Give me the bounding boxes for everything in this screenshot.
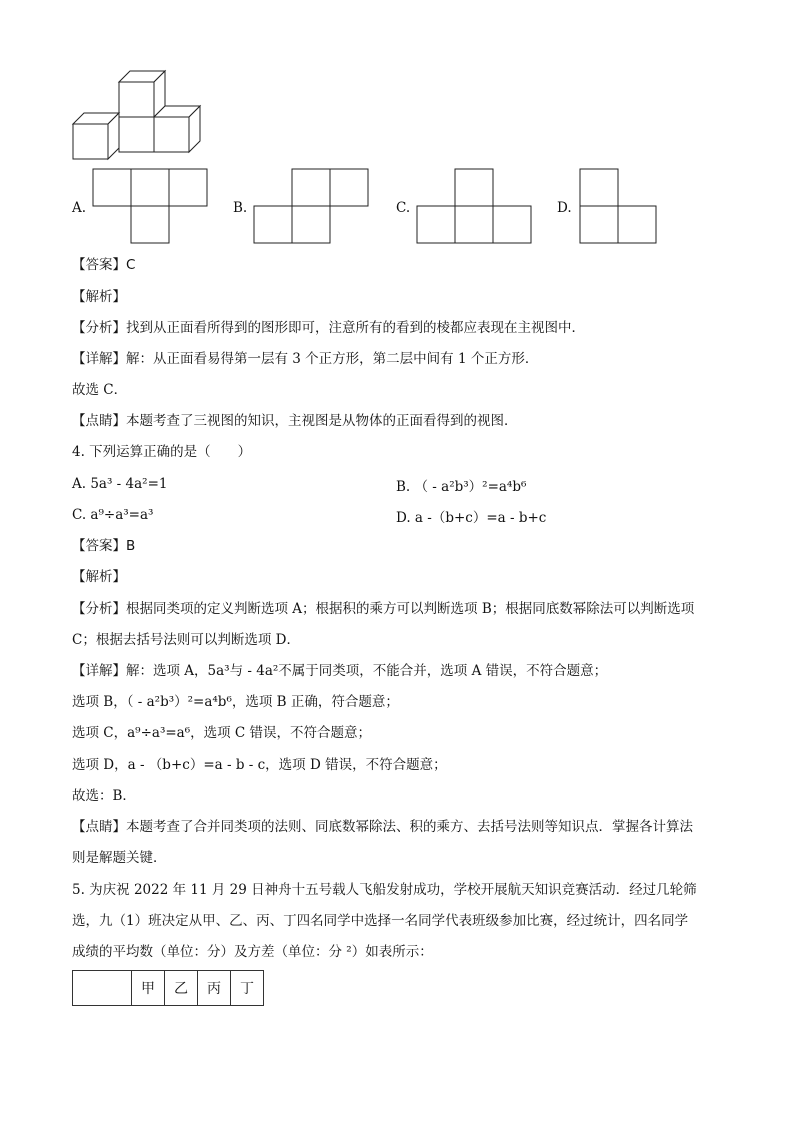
table-header-cell: 乙 (165, 971, 198, 1006)
table-header-cell: 丙 (198, 971, 231, 1006)
q3-jiexi: 【解析】 (72, 289, 126, 305)
option-b-label: B. (233, 200, 248, 216)
q4-option-a: A. 5a³ - 4a²=1 (72, 476, 168, 492)
cube-solid-figure (70, 64, 210, 164)
q5-stem-line2: 选，九（1）班决定从甲、乙、丙、丁四名同学中选择一名同学代表班级参加比赛，经过统计，四名同学 (72, 913, 689, 929)
q5-score-table (72, 970, 264, 1006)
option-a-figure (92, 168, 212, 248)
q4-detail-d: 选项 D，a - （b+c）=a - b - c，选项 D 错误，不符合题意； (72, 757, 447, 773)
q4-analysis-cont: C；根据去括号法则可以判断选项 D． (72, 632, 300, 648)
option-c-label: C. (396, 200, 411, 216)
q4-option-b: B. （ - a²b³）²=a⁴b⁶ (396, 479, 527, 495)
option-a-label: A. (72, 200, 87, 216)
q5-stem-line3: 成绩的平均数（单位：分）及方差（单位：分 ²）如表所示： (72, 944, 433, 960)
q4-comment-cont: 则是解题关键． (72, 850, 167, 866)
q4-detail-b: 选项 B，（ - a²b³）²=a⁴b⁶，选项 B 正确，符合题意； (72, 694, 399, 710)
q4-option-c: C. a⁹÷a³=a³ (72, 507, 154, 523)
q4-stem: 4. 下列运算正确的是（ ） (72, 444, 252, 460)
q3-analysis: 【分析】找到从正面看所得到的图形即可，注意所有的看到的棱都应表现在主视图中． (72, 320, 585, 336)
q5-stem-line1: 5. 为庆祝 2022 年 11 月 29 日神舟十五号载人飞船发射成功，学校开展航天知识竞赛活动．经过几轮筛 (72, 882, 697, 898)
q4-detail-c: 选项 C，a⁹÷a³=a⁶，选项 C 错误，不符合题意； (72, 725, 372, 741)
q3-comment: 【点睛】本题考查了三视图的知识，主视图是从物体的正面看得到的视图． (72, 413, 518, 429)
option-d-figure (579, 168, 669, 248)
q4-option-d: D. a -（b+c）=a - b+c (396, 510, 547, 526)
table-header-cell (73, 971, 132, 1006)
option-d-label: D. (557, 200, 572, 216)
table-header-cell: 丁 (231, 971, 264, 1006)
table-header-cell: 甲 (132, 971, 165, 1006)
q4-jiexi: 【解析】 (72, 569, 126, 585)
q4-choice: 故选：B． (72, 788, 136, 804)
option-c-figure (416, 168, 536, 248)
option-b-figure (253, 168, 373, 248)
table-row (73, 971, 264, 1006)
q4-answer: 【答案】B (72, 538, 136, 554)
q3-choice: 故选 C． (72, 382, 128, 398)
q4-detail: 【详解】解：选项 A，5a³与 - 4a²不属于同类项，不能合并，选项 A 错误，不符合题意； (72, 663, 608, 679)
q4-comment: 【点睛】本题考查了合并同类项的法则、同底数幂除法、积的乘方、去括号法则等知识点．掌握各计算法 (72, 819, 693, 835)
q4-analysis: 【分析】根据同类项的定义判断选项 A；根据积的乘方可以判断选项 B；根据同底数幂除法可以判断选项 (72, 601, 695, 617)
q3-answer: 【答案】C (72, 257, 136, 273)
q3-detail: 【详解】解：从正面看易得第一层有 3 个正方形，第二层中间有 1 个正方形． (72, 351, 539, 367)
